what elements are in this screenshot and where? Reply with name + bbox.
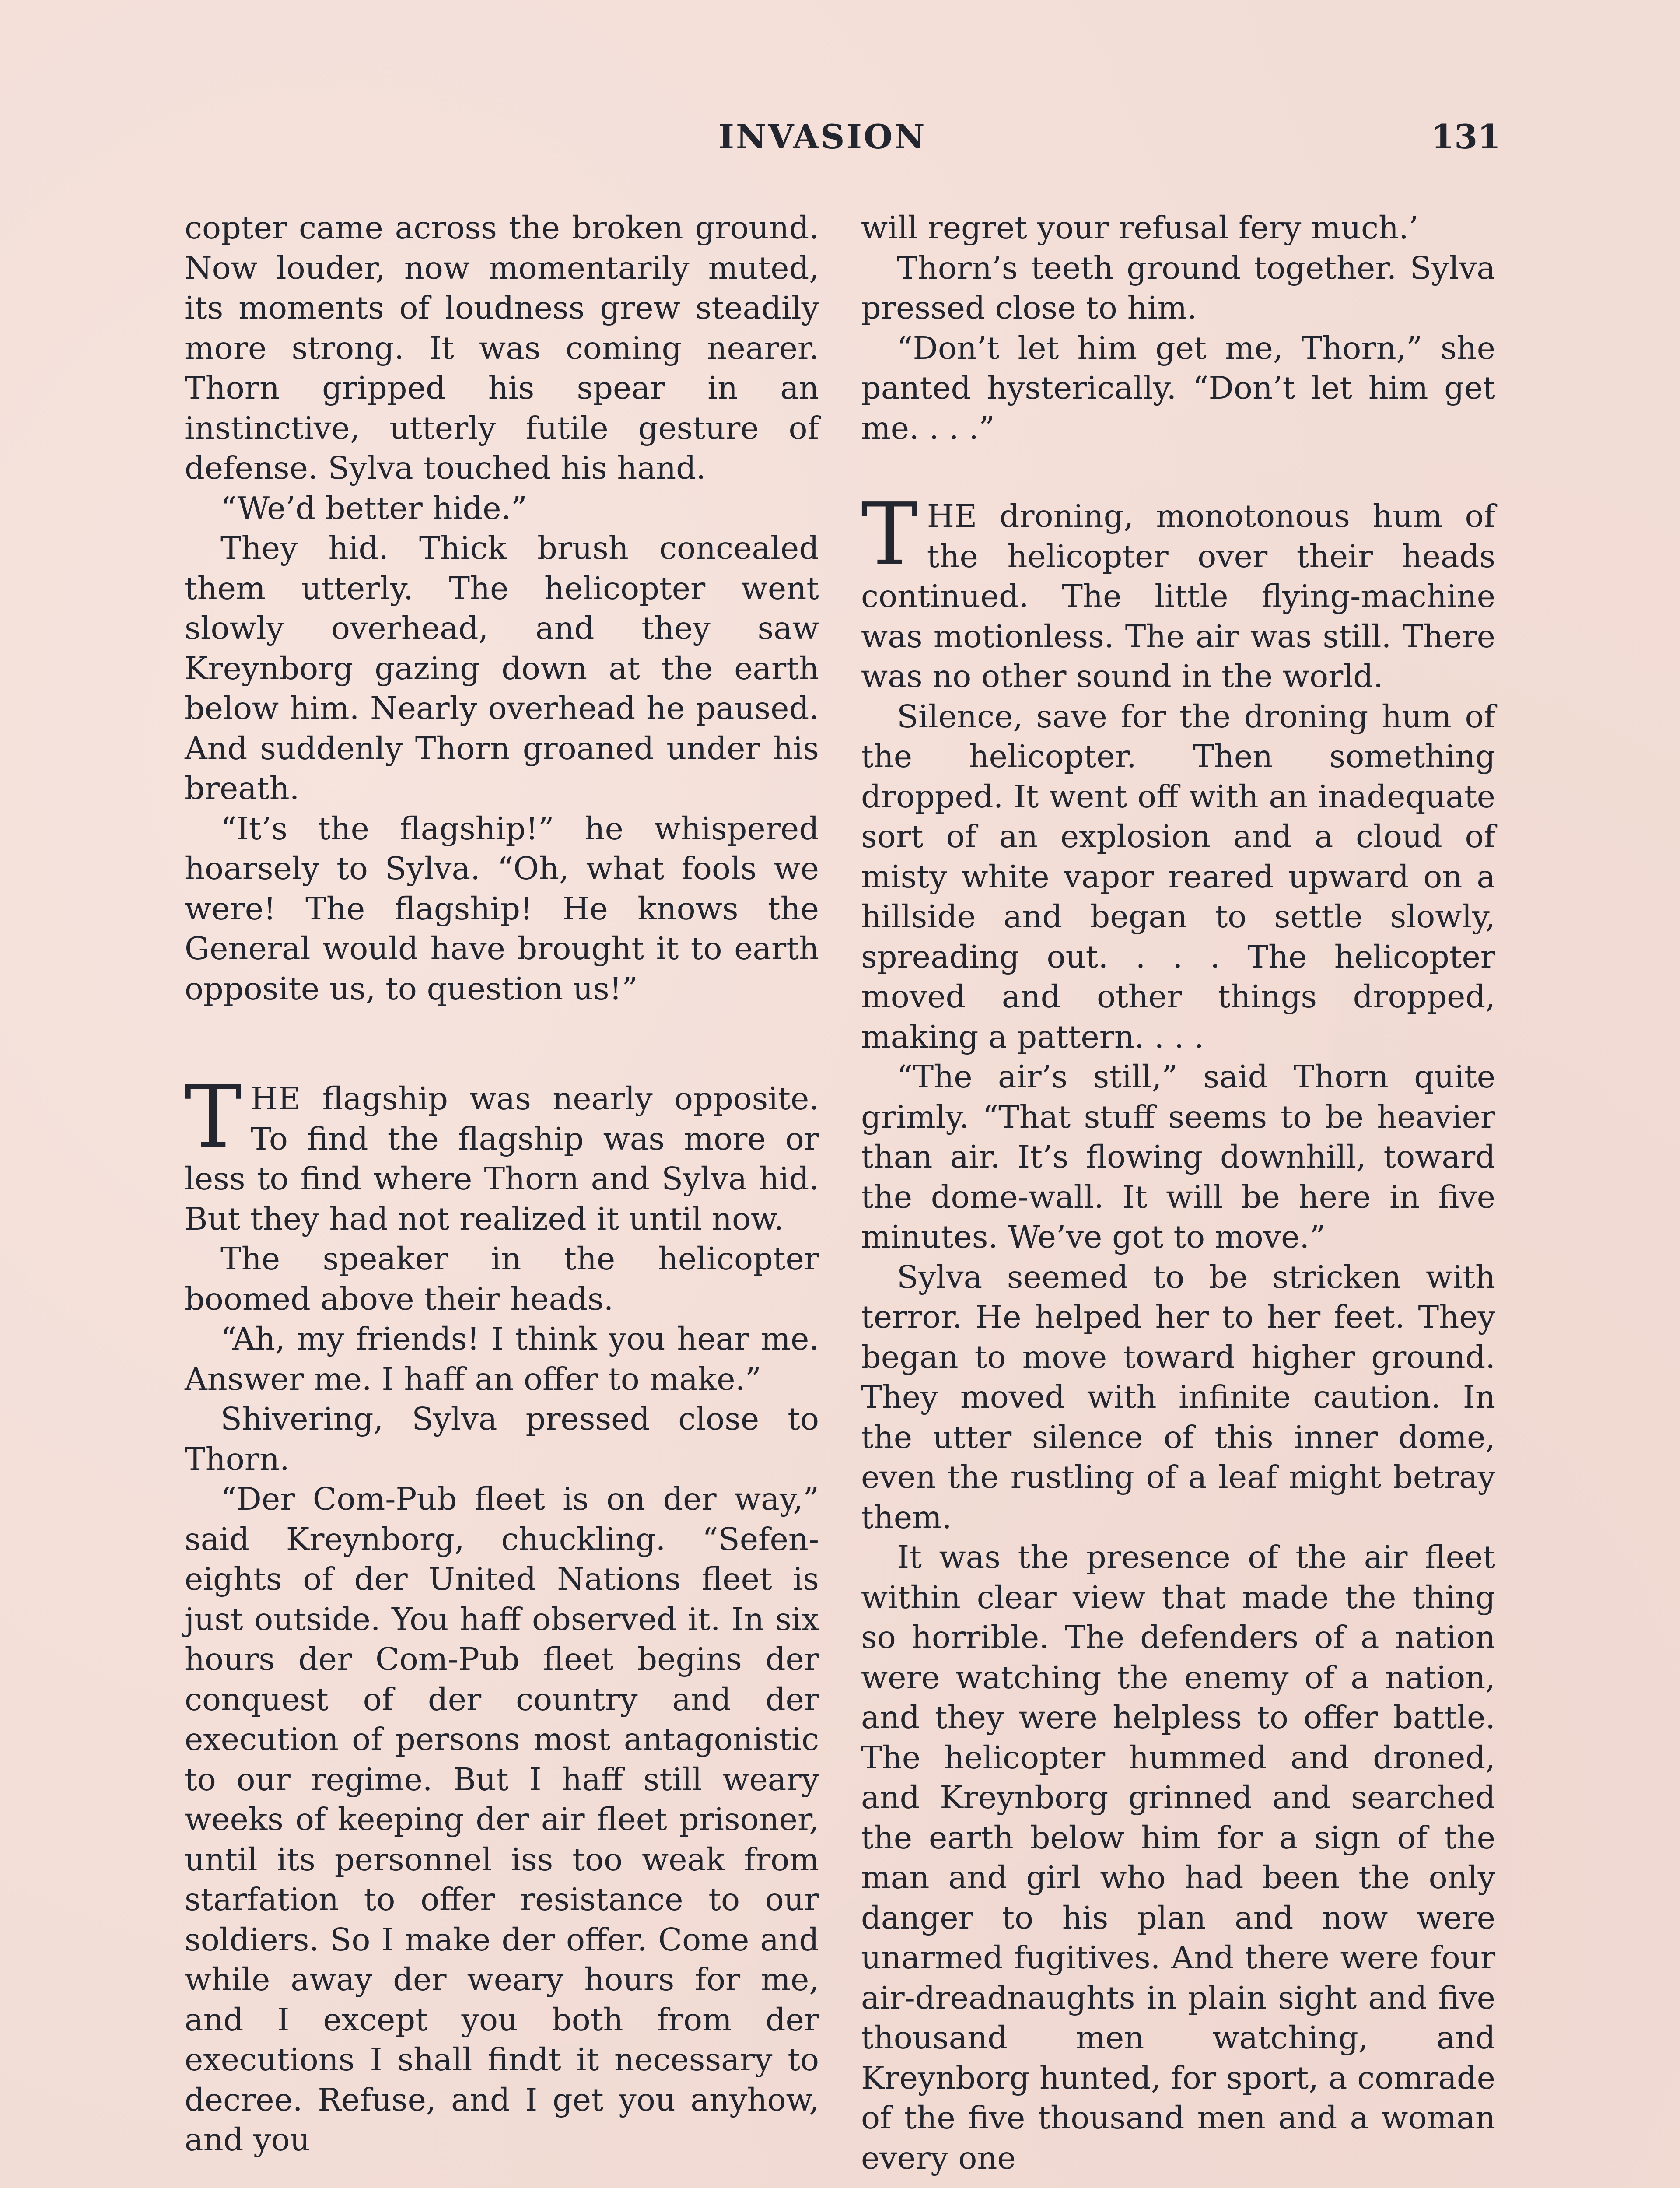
paragraph: They hid. Thick brush concealed them utterly. The helicopter went slowly overhead, and they saw Kreynborg gazing down at the earth below him. Nearly overhead he paused. And suddenly Thorn groaned under his breath. (185, 530, 819, 806)
paragraph: Silence, save for the droning hum of the helicopter. Then something dropped. It went off with an inadequate sort of an explosion and a cloud of misty white vapor reared upward on a hillside and began to settle slowly, spreading out. . . . The helicopter moved and other things dropped, making a pattern. . . . (861, 698, 1495, 1055)
paragraph: Sylva seemed to be stricken with terror. He helped her to her feet. They began to move toward higher ground. They moved with infinite caution. In the utter silence of this inner dome, even the rustling of a leaf might betray them. (861, 1259, 1495, 1536)
drop-cap-letter: T (861, 485, 918, 585)
paragraph: “The air’s still,” said Thorn quite grimly. “That stuff seems to be heavier than air. It’s flowing downhill, toward the dome-wall. It will be here in five minutes. We’ve got to move.” (861, 1059, 1495, 1255)
right-column (861, 208, 1495, 2178)
paragraph: Shivering, Sylva pressed close to Thorn. (185, 1401, 819, 1477)
paragraph: “It’s the flagship!” he whispered hoarsely to Sylva. “Oh, what fools we were! The flagship! He knows the General would have brought it to earth opposite us, to question us!” (185, 810, 819, 1007)
left-column (185, 208, 819, 2160)
paragraph: It was the presence of the air fleet within clear view that made the thing so horrible. The defenders of a nation were watching the enemy of a nation, and they were helpless to offer battle. The helicopter hummed and droned, and Kreynborg grinned and searched the earth below him for a sign of the man and girl who had been the only danger to his plan and now were unarmed fugitives. And there were four air-dreadnaughts in plain sight and five thousand men watching, and Kreynborg hunted, for sport, a comrade of the five thousand men and a woman every one (861, 1539, 1495, 2176)
paragraph: will regret your refusal fery much.’ (861, 210, 1419, 246)
paragraph-text: HE flagship was nearly opposite. To find the flagship was more or less to find where Thorn and Sylva hid. But they had not realized it until now. (185, 1080, 819, 1237)
page-number: 131 (1431, 117, 1501, 156)
dropcap-paragraph (861, 485, 1495, 697)
section-break (185, 1009, 819, 1079)
paragraph: The speaker in the helicopter boomed above their heads. (185, 1241, 819, 1317)
section-break (861, 448, 1495, 496)
paragraph: Thorn’s teeth ground together. Sylva pressed close to him. (861, 249, 1495, 326)
paragraph-text: HE droning, monotonous hum of the helicopter over their heads continued. The little flying-machine was motionless. The air was still. There was no other sound in the world. (861, 498, 1495, 694)
paragraph: “Ah, my friends! I think you hear me. Answer me. I haff an offer to make.” (185, 1321, 819, 1397)
dropcap-paragraph (185, 1067, 819, 1239)
paragraph: copter came across the broken ground. Now louder, now momentarily muted, its moments of loudness grew steadily more strong. It was coming nearer. Thorn gripped his spear in an instinctive, utterly futile gesture of defense. Sylva touched his hand. (185, 210, 819, 486)
paragraph: “Don’t let him get me, Thorn,” she panted hysterically. “Don’t let him get me. . . .” (861, 330, 1495, 446)
running-header-title: INVASION (718, 117, 927, 156)
paragraph: “Der Com-Pub fleet is on der way,” said Kreynborg, chuckling. “Sefen-eights of der United Nations fleet is just outside. You haff observed it. In six hours der Com-Pub fleet begins der conquest of der country and der execution of persons most antagonistic to our regime. But I haff still weary weeks of keeping der air fleet prisoner, until its personnel iss too weak from starfation to offer resistance to our soldiers. So I make der offer. Come and while away der weary hours for me, and I except you both from der executions I shall findt it necessary to decree. Refuse, and I get you anyhow, and you (185, 1481, 819, 2158)
drop-cap-letter: T (185, 1067, 242, 1167)
paragraph: “We’d better hide.” (220, 490, 527, 526)
